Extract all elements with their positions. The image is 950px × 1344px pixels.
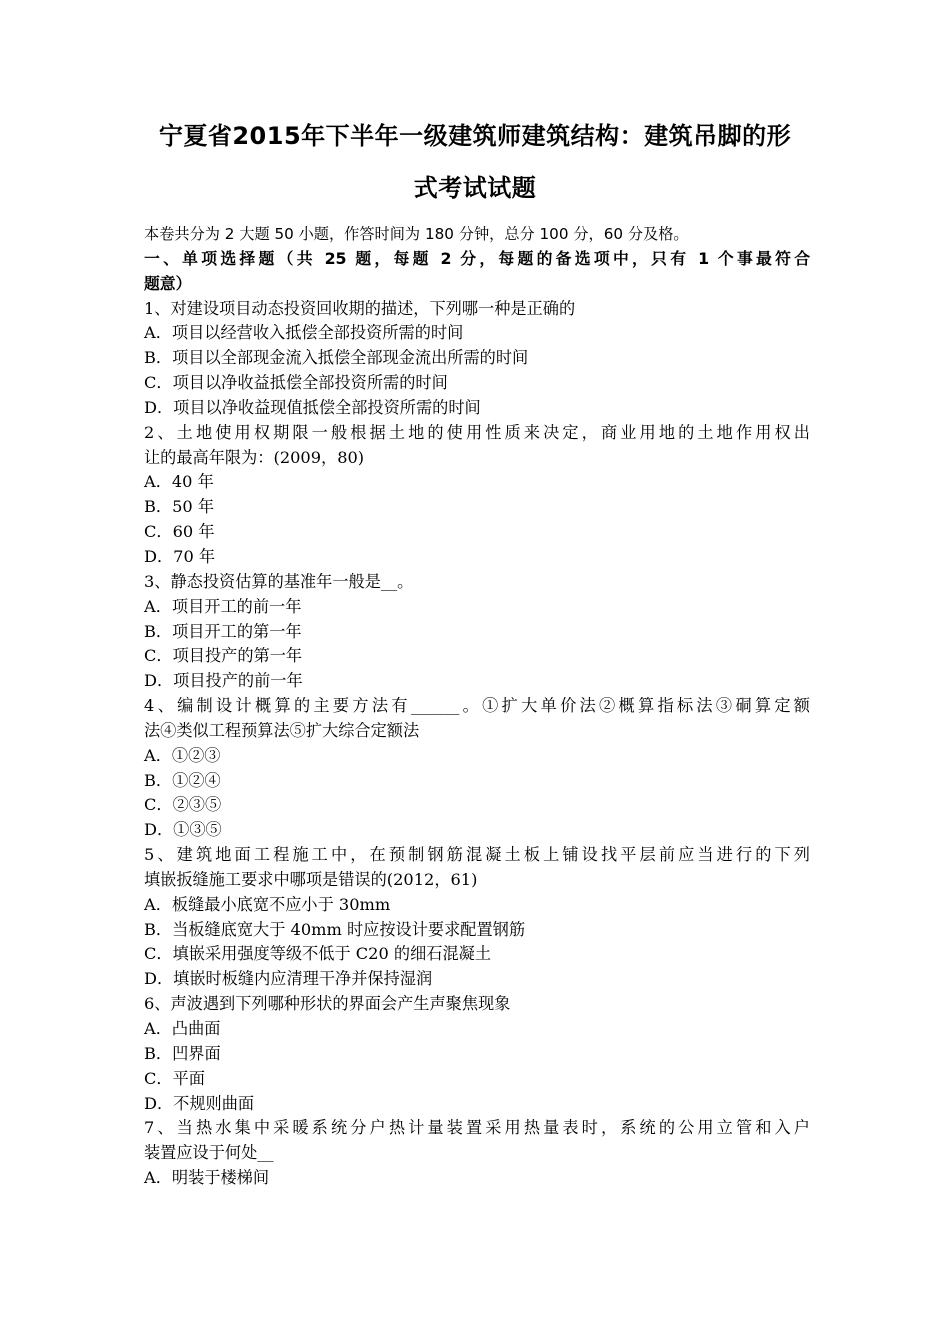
answer-option: B．①②④ — [144, 770, 221, 790]
answer-option: C．项目投产的第一年 — [144, 646, 303, 666]
question-item — [144, 570, 810, 694]
question-stem: 3、静态投资估算的基准年一般是__。 — [144, 571, 414, 591]
answer-option: B．凹界面 — [144, 1043, 221, 1063]
question-stem: 6、声波遇到下列哪种形状的界面会产生声聚焦现象 — [144, 994, 511, 1014]
answer-option: C．平面 — [144, 1068, 205, 1088]
answer-option: A．板缝最小底宽不应小于 30mm — [144, 894, 391, 914]
question-stem: 7、当热水集中采暖系统分户热计量装置采用热量表时，系统的公用立管和入户 — [144, 1118, 810, 1138]
answer-option: C．60 年 — [144, 522, 215, 542]
question-stem: 2、土地使用权期限一般根据土地的使用性质来决定，商业用地的土地作用权出 — [144, 422, 810, 442]
answer-option: D．①③⑤ — [144, 820, 222, 840]
section-heading-line1: 一、单项选择题（共 25 题，每题 2 分，每题的备选项中，只有 1 个事最符合 — [144, 248, 810, 268]
answer-option: D．项目以净收益现值抵偿全部投资所需的时间 — [144, 397, 481, 417]
question-stem: 让的最高年限为：(2009，80) — [144, 447, 365, 467]
answer-option: A．①②③ — [144, 745, 221, 765]
question-stem: 法④类似工程预算法⑤扩大综合定额法 — [144, 720, 420, 740]
answer-option: C．项目以净收益抵偿全部投资所需的时间 — [144, 373, 448, 393]
answer-option: B．项目以全部现金流入抵偿全部现金流出所需的时间 — [144, 348, 529, 368]
question-stem: 1、对建设项目动态投资回收期的描述，下列哪一种是正确的 — [144, 298, 576, 318]
answer-option: C．填嵌采用强度等级不低于 C20 的细石混凝土 — [144, 944, 492, 964]
question-item — [144, 1116, 810, 1191]
section-heading-line2: 题意） — [144, 273, 192, 293]
answer-option: B．项目开工的第一年 — [144, 621, 302, 641]
answer-option: A．凸曲面 — [144, 1019, 221, 1038]
answer-option: D．填嵌时板缝内应清理干净并保持湿润 — [144, 969, 433, 989]
answer-option: A．项目以经营收入抵偿全部投资所需的时间 — [144, 323, 464, 343]
answer-option: A．明装于楼梯间 — [144, 1168, 270, 1188]
answer-option: B．50 年 — [144, 497, 215, 517]
question-item — [144, 843, 810, 992]
answer-option: D．不规则曲面 — [144, 1093, 255, 1113]
document-title-line1: 宁夏省2015年下半年一级建筑师建筑结构：建筑吊脚的形 — [158, 122, 792, 150]
answer-option: D．70 年 — [144, 546, 216, 566]
question-list — [144, 297, 810, 1191]
answer-option: C．②③⑤ — [144, 795, 222, 815]
question-stem: 装置应设于何处__ — [144, 1143, 274, 1163]
question-stem: 5、建筑地面工程施工中，在预制钢筋混凝土板上铺设找平层前应当进行的下列 — [144, 845, 810, 865]
question-stem: 填嵌扳缝施工要求中哪项是错误的(2012，61) — [144, 869, 478, 889]
document-body — [144, 222, 810, 1191]
answer-option: A．40 年 — [144, 472, 214, 492]
answer-option: B．当板缝底宽大于 40mm 时应按设计要求配置钢筋 — [144, 919, 526, 939]
question-item — [144, 297, 810, 421]
exam-intro: 本卷共分为 2 大题 50 小题，作答时间为 180 分钟，总分 100 分，60 分及格。 — [144, 225, 689, 243]
answer-option: D．项目投产的前一年 — [144, 671, 303, 691]
answer-option: A．项目开工的前一年 — [144, 596, 302, 616]
question-stem: 4、编制设计概算的主要方法有______。①扩大单价法②概算指标法③硐算定额 — [144, 696, 810, 716]
question-item — [144, 421, 810, 570]
document-title-line2: 式考试试题 — [413, 174, 537, 202]
question-item — [144, 694, 810, 843]
question-item — [144, 992, 810, 1116]
